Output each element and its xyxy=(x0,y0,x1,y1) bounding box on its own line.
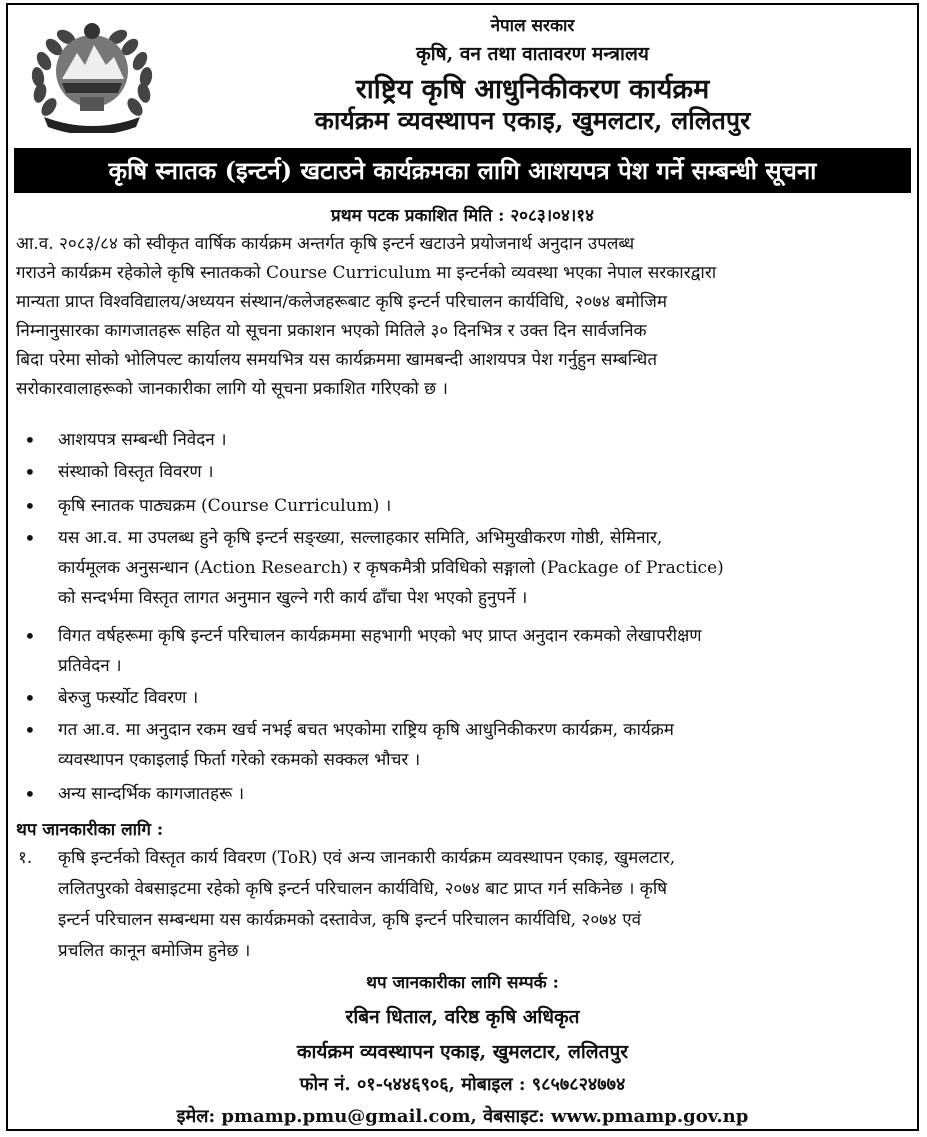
contact-phone: फोन नं. ०१-५४४६९०६, मोबाइल : ९८५७८२४७७४ xyxy=(299,1074,626,1095)
government-line: नेपाल सरकार xyxy=(490,16,575,36)
bullet-icon: • xyxy=(24,782,36,806)
publication-date: प्रथम पटक प्रकाशित मिति : २०८३।०४।१४ xyxy=(331,206,594,226)
ministry-line: कृषि, वन तथा वातावरण मन्त्रालय xyxy=(416,43,649,65)
bullet-icon: • xyxy=(24,460,36,484)
intro-paragraph xyxy=(16,230,909,404)
intro-line: आ.व. २०८३/८४ को स्वीकृत वार्षिक कार्यक्रम अन्तर्गत कृषि इन्टर्न खटाउने प्रयोजनार्थ अनुदान उपलब्ध xyxy=(16,234,635,254)
contact-heading: थप जानकारीका लागि सम्पर्क : xyxy=(366,973,559,993)
contact-email-web[interactable]: इमेल: pmamp.pmu@gmail.com, वेबसाइट: www.pmamp.gov.np xyxy=(176,1106,749,1127)
list-item: • विगत वर्षहरूमा कृषि इन्टर्न परिचालन कार्यक्रममा सहभागी भएको भए प्राप्त अनुदान रकमको लेखापरीक्षण प्रतिवेदन । xyxy=(16,621,909,681)
notice-header xyxy=(8,5,917,147)
program-title: राष्ट्रिय कृषि आधुनिकीकरण कार्यक्रम xyxy=(355,74,710,105)
note-line: प्रचलित कानून बमोजिम हुनेछ । xyxy=(58,941,251,961)
intro-line: निम्नानुसारका कागजातहरू सहित यो सूचना प्रकाशन भएको मितिले ३० दिनभित्र र उक्त दिन सार्वजनिक xyxy=(16,321,647,341)
list-item: • बेरुजु फर्स्योट विवरण । xyxy=(16,683,909,713)
more-info-heading: थप जानकारीका लागि : xyxy=(16,820,164,840)
bullet-icon: • xyxy=(24,494,36,518)
contact-office: कार्यक्रम व्यवस्थापन एकाइ, खुमलटार, ललितपुर xyxy=(296,1041,629,1063)
intro-line: मान्यता प्राप्त विश्वविद्यालय/अध्ययन संस्थान/कलेजहरूबाट कृषि इन्टर्न परिचालन कार्यविधि, २०७४ बमोजिम xyxy=(16,292,668,312)
bullet-icon: • xyxy=(24,428,36,452)
list-item: • आशयपत्र सम्बन्धी निवेदन । xyxy=(16,425,909,455)
note-line: कृषि इन्टर्नको विस्तृत कार्य विवरण (ToR) एवं अन्य जानकारी कार्यक्रम व्यवस्थापन एकाइ, खुमलटार, xyxy=(58,848,676,868)
intro-line: गराउने कार्यक्रम रहेकोले कृषि स्नातकको Course Curriculum मा इन्टर्नको व्यवस्था भएका नेपाल सरकारद्वारा xyxy=(16,263,717,283)
bullet-icon: • xyxy=(24,718,36,742)
more-info-note xyxy=(16,843,909,967)
list-item: • संस्थाको विस्तृत विवरण । xyxy=(16,457,909,487)
list-item: • अन्य सान्दर्भिक कागजातहरू । xyxy=(16,779,909,809)
bullet-icon: • xyxy=(24,526,36,550)
office-line: कार्यक्रम व्यवस्थापन एकाइ, खुमलटार, ललितपुर xyxy=(314,106,751,135)
intro-line: सरोकारवालाहरूको जानकारीका लागि यो सूचना प्रकाशित गरिएको छ । xyxy=(16,379,448,399)
note-number: १. xyxy=(18,848,33,868)
list-item: • गत आ.व. मा अनुदान रकम खर्च नभई बचत भएकोमा राष्ट्रिय कृषि आधुनिकीकरण कार्यक्रम, कार्यक्रम व्यवस्थापन एकाइलाई फिर्ता गरेको रकमको सक्कल भौचर । xyxy=(16,715,909,775)
bullet-icon: • xyxy=(24,624,36,648)
contact-name: रबिन धिताल, वरिष्ठ कृषि अधिकृत xyxy=(345,1006,580,1028)
notice-frame xyxy=(6,3,919,1131)
list-item: • कृषि स्नातक पाठ्यक्रम (Course Curriculum) । xyxy=(16,491,909,521)
note-line: ललितपुरको वेबसाइटमा रहेको कृषि इन्टर्न परिचालन कार्यविधि, २०७४ बाट प्राप्त गर्न सकिनेछ । कृषि xyxy=(58,879,668,899)
bullet-icon: • xyxy=(24,686,36,710)
list-item: • यस आ.व. मा उपलब्ध हुने कृषि इन्टर्न सङ्ख्या, सल्लाहकार समिति, अभिमुखीकरण गोष्ठी, सेमिनार, कार्यमूलक अनुसन्धान (Action Research) र कृषकमैत्री प्रविधिको सङ्गालो (Package of Practice) को सन्दर्भमा विस्तृत लागत अनुमान खुल्ने गरी कार्य ढाँचा पेश भएको हुनुपर्ने । xyxy=(16,523,909,613)
notice-title-banner: कृषि स्नातक (इन्टर्न) खटाउने कार्यक्रमका लागि आशयपत्र पेश गर्ने सम्बन्धी सूचना xyxy=(14,148,911,193)
intro-line: बिदा परेमा सोको भोलिपल्ट कार्यालय समयभित्र यस कार्यक्रममा खामबन्दी आशयपत्र पेश गर्नुहुन सम्बन्धित xyxy=(16,350,658,370)
note-line: इन्टर्न परिचालन सम्बन्धमा यस कार्यक्रमको दस्तावेज, कृषि इन्टर्न परिचालन कार्यविधि, २०७४ एवं xyxy=(58,910,642,930)
nepal-government-emblem xyxy=(22,13,162,133)
